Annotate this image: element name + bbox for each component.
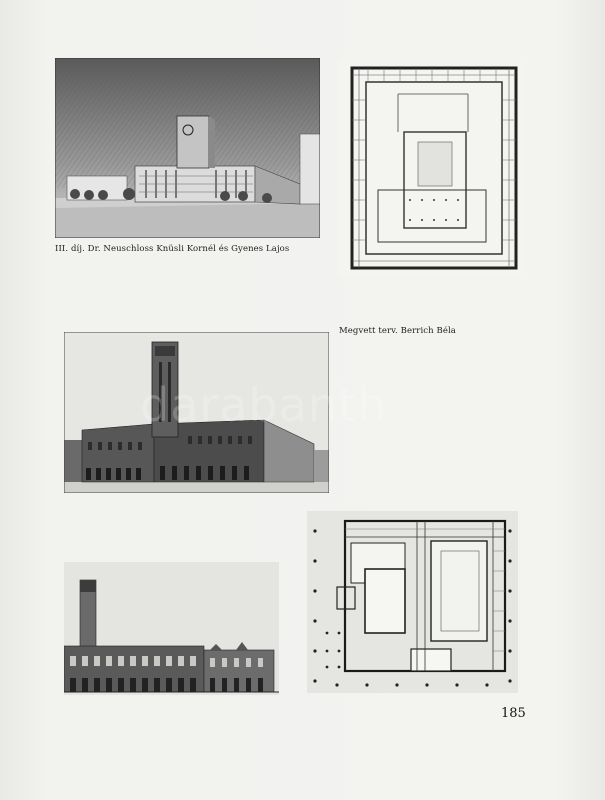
perspective-drawing-purchased-plan [64,332,329,493]
caption-third-prize: III. díj. Dr. Neuschloss Knüsli Kornél és Gyenes Lajos [55,244,290,254]
page-number: 185 [501,706,526,721]
caption-purchased-plan: Megvett terv. Berrich Béla [339,326,456,336]
floor-plan-purchased-plan [307,511,518,693]
elevation-drawing-purchased-plan [64,562,279,695]
watermark: darabanth [140,378,388,432]
perspective-drawing-third-prize [55,58,320,238]
floor-plan-third-prize [338,60,524,276]
